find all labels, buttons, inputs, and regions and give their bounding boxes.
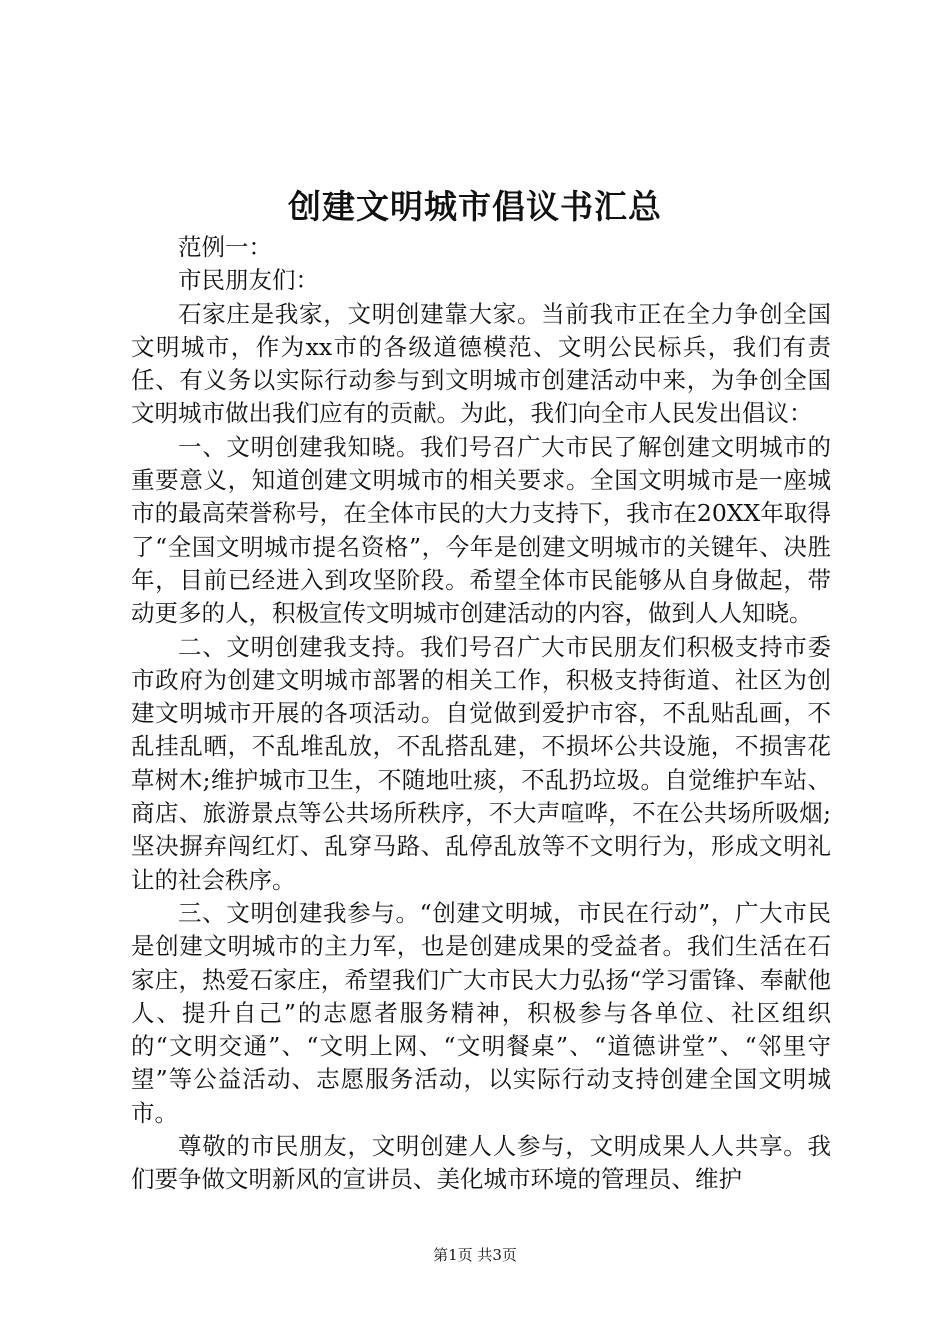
paragraph-point-three: 三、文明创建我参与。“创建文明城，市民在行动”，广大市民是创建文明城市的主力军，也是创建成果的受益者。我们生活在石家庄，热爱石家庄，希望我们广大市民大力弘扬“学习雷锋、奉献他人、提升自己”的志愿者服务精神，积极参与各单位、社区组织的“文明交通”、“文明上网、“文明餐桌”、“道德讲堂”、“邻里守望”等公益活动、志愿服务活动，以实际行动支持创建全国文明城市。 (131, 898, 831, 1127)
paragraph-intro: 石家庄是我家，文明创建靠大家。当前我市正在全力争创全国文明城市，作为xx市的各级道德模范、文明公民标兵，我们有责任、有义务以实际行动参与到文明城市创建活动中来，为争创全国文明城市做出我们应有的贡献。为此，我们向全市人民发出倡议： (131, 299, 831, 428)
paragraph-point-one: 一、文明创建我知晓。我们号召广大市民了解创建文明城市的重要意义，知道创建文明城市的相关要求。全国文明城市是一座城市的最高荣誉称号，在全体市民的大力支持下，我市在20XX年取得了“全国文明城市提名资格”，今年是创建文明城市的关键年、决胜年，目前已经进入到攻坚阶段。希望全体市民能够从自身做起，带动更多的人，积极宣传文明城市创建活动的内容，做到人人知晓。 (131, 432, 831, 628)
paragraph-closing: 尊敬的市民朋友，文明创建人人参与，文明成果人人共享。我们要争做文明新风的宣讲员、美化城市环境的管理员、维护 (131, 1132, 831, 1194)
document-title: 创建文明城市倡议书汇总 (288, 187, 662, 226)
paragraph-salutation: 市民朋友们： (178, 266, 319, 295)
page-number-footer: 第1页 共3页 (433, 1246, 517, 1264)
paragraph-example-label: 范例一： (178, 233, 272, 261)
paragraph-point-two: 二、文明创建我支持。我们号召广大市民朋友们积极支持市委市政府为创建文明城市部署的相关工作，积极支持街道、社区为创建文明城市开展的各项活动。自觉做到爱护市容，不乱贴乱画，不乱挂乱晒，不乱堆乱放，不乱搭乱建，不损坏公共设施，不损害花草树木;维护城市卫生，不随地吐痰，不乱扔垃圾。自觉维护车站、商店、旅游景点等公共场所秩序，不大声喧哗，不在公共场所吸烟;坚决摒弃闯红灯、乱穿马路、乱停乱放等不文明行为，形成文明礼让的社会秩序。 (131, 632, 831, 894)
document-body (131, 231, 831, 1197)
